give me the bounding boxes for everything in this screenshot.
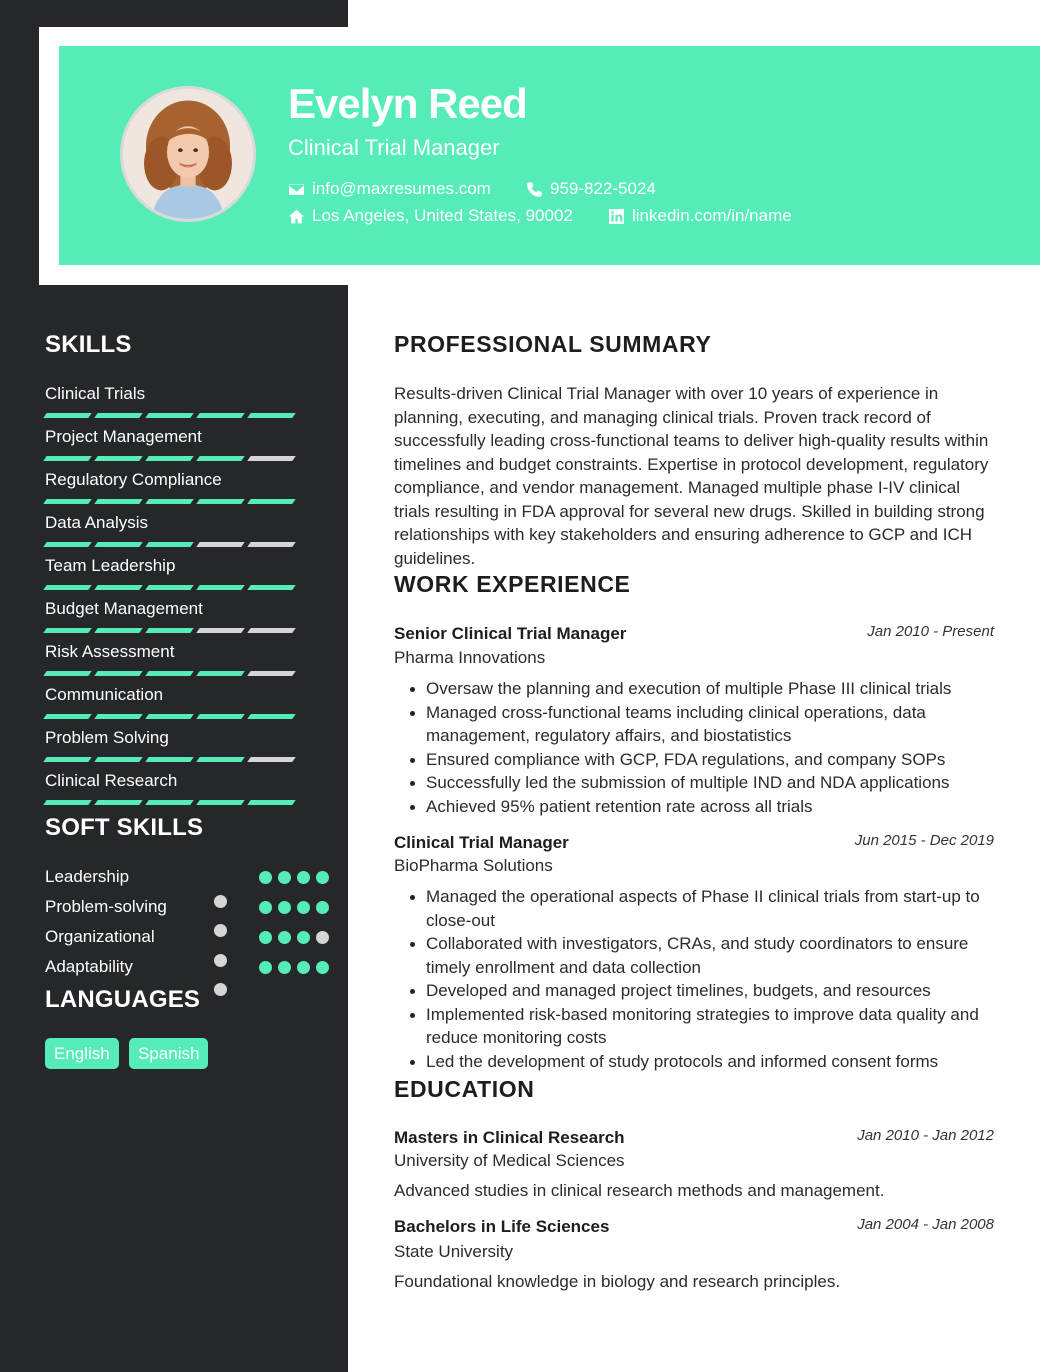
rating-dot [297, 901, 310, 914]
job-dates: Jun 2015 - Dec 2019 [854, 832, 994, 849]
job-company: BioPharma Solutions [394, 856, 553, 875]
rating-dot [316, 931, 329, 944]
skill-item [45, 598, 305, 633]
languages-heading: LANGUAGES [45, 986, 201, 1013]
skill-item [45, 512, 305, 547]
rating-dot [297, 871, 310, 884]
soft-skill-name: Organizational [45, 927, 155, 946]
skill-level-segment [43, 542, 92, 547]
skill-level-segment [247, 413, 296, 418]
skill-level-segment [145, 499, 194, 504]
skill-name: Problem Solving [45, 728, 169, 747]
skill-level-segment [196, 800, 245, 805]
job-bullet: Led the development of study protocols and informed consent forms [408, 1050, 998, 1074]
soft-skill-item [45, 866, 305, 888]
rating-dot [259, 871, 272, 884]
rating-dot [214, 954, 227, 967]
skill-item [45, 555, 305, 590]
skill-level-bar [45, 671, 305, 676]
skill-level-segment [196, 628, 245, 633]
skill-level-segment [94, 456, 143, 461]
soft-skill-rating [259, 871, 329, 884]
skill-item [45, 383, 305, 418]
contact-linkedin-text: linkedin.com/in/name [632, 206, 792, 225]
soft-skill-rating [259, 901, 329, 914]
skills-heading: SKILLS [45, 331, 132, 358]
skill-level-segment [196, 757, 245, 762]
skill-level-segment [94, 542, 143, 547]
skill-level-segment [196, 671, 245, 676]
soft-skills-heading: SOFT SKILLS [45, 814, 204, 841]
rating-dot [259, 961, 272, 974]
skill-level-bar [45, 499, 305, 504]
soft-skill-name: Adaptability [45, 957, 133, 976]
contact-location [288, 206, 573, 226]
skill-level-segment [94, 585, 143, 590]
rating-dot [316, 871, 329, 884]
skill-level-segment [145, 542, 194, 547]
skill-level-segment [145, 628, 194, 633]
education-dates: Jan 2004 - Jan 2008 [857, 1216, 994, 1233]
skill-level-segment [247, 456, 296, 461]
skill-level-segment [43, 456, 92, 461]
job-bullet: Implemented risk-based monitoring strategies to improve data quality and reduce monitoring costs [408, 1003, 998, 1050]
skill-level-bar [45, 757, 305, 762]
skill-level-bar [45, 800, 305, 805]
skill-level-segment [94, 800, 143, 805]
skill-level-segment [196, 585, 245, 590]
soft-skill-rating [259, 931, 329, 944]
skill-level-segment [196, 542, 245, 547]
skill-level-segment [145, 714, 194, 719]
soft-skill-item [45, 896, 305, 918]
skill-name: Project Management [45, 427, 202, 446]
avatar-portrait [123, 89, 253, 219]
skill-name: Team Leadership [45, 556, 176, 575]
rating-dot [278, 961, 291, 974]
rating-dot [278, 931, 291, 944]
skill-item [45, 426, 305, 461]
school-name: University of Medical Sciences [394, 1151, 625, 1170]
skill-level-segment [145, 800, 194, 805]
skill-item [45, 469, 305, 504]
skill-level-segment [145, 757, 194, 762]
skill-level-segment [247, 800, 296, 805]
skill-level-segment [196, 456, 245, 461]
skill-level-segment [247, 585, 296, 590]
skill-level-segment [43, 628, 92, 633]
rating-dot [278, 871, 291, 884]
avatar [120, 86, 256, 222]
job-bullet: Achieved 95% patient retention rate across all trials [408, 795, 998, 819]
skill-name: Communication [45, 685, 164, 704]
skill-name: Clinical Research [45, 771, 178, 790]
contact-email[interactable] [288, 179, 491, 199]
contact-phone-text: 959-822-5024 [550, 179, 656, 198]
skill-level-segment [94, 714, 143, 719]
skill-level-segment [247, 542, 296, 547]
rating-dot [316, 901, 329, 914]
skill-level-segment [43, 757, 92, 762]
skill-level-segment [145, 413, 194, 418]
rating-dot [316, 961, 329, 974]
skill-level-bar [45, 456, 305, 461]
skill-level-segment [43, 413, 92, 418]
skill-level-segment [94, 499, 143, 504]
rating-dot [297, 961, 310, 974]
rating-dot [297, 931, 310, 944]
summary-heading: PROFESSIONAL SUMMARY [394, 331, 712, 357]
job-company: Pharma Innovations [394, 648, 546, 667]
rating-dot [214, 924, 227, 937]
skill-item [45, 684, 305, 719]
job-bullet: Collaborated with investigators, CRAs, and study coordinators to ensure timely enrollment and data collection [408, 932, 998, 979]
skill-level-segment [94, 671, 143, 676]
skill-level-segment [94, 413, 143, 418]
job-bullet: Oversaw the planning and execution of multiple Phase III clinical trials [408, 677, 998, 701]
soft-skill-rating [259, 961, 329, 974]
skill-level-segment [145, 585, 194, 590]
phone-icon [526, 181, 543, 198]
degree-title: Bachelors in Life Sciences [394, 1217, 610, 1236]
job-bullet: Ensured compliance with GCP, FDA regulations, and company SOPs [408, 748, 998, 772]
skill-level-bar [45, 714, 305, 719]
contact-linkedin[interactable] [608, 206, 792, 226]
summary-text: Results-driven Clinical Trial Manager with over 10 years of experience in planning, executing, and managing clinical trials. Proven track record of successfully leading cross-functional teams to deliver high-quality results within timelines and budget constraints. Expertise in protocol development, regulatory compliance, and vendor management. Managed multiple phase I-IV clinical trials resulting in FDA approval for several new drugs. Skilled in building strong relationships with key stakeholders and ensuring adherence to GCP and ICH guidelines. [394, 384, 989, 568]
skill-level-bar [45, 628, 305, 633]
job-bullet: Managed cross-functional teams including clinical operations, data management, regulatory affairs, and biostatistics [408, 701, 998, 748]
rating-dot [259, 931, 272, 944]
job-bullet: Managed the operational aspects of Phase II clinical trials from start-up to close-out [408, 885, 998, 932]
education-heading: EDUCATION [394, 1076, 535, 1102]
skill-level-bar [45, 585, 305, 590]
rating-dot [259, 901, 272, 914]
education-description: Foundational knowledge in biology and research principles. [394, 1272, 841, 1291]
rating-dot [278, 901, 291, 914]
education-description: Advanced studies in clinical research methods and management. [394, 1181, 885, 1200]
soft-skill-item [45, 926, 305, 948]
job-bullets [408, 885, 998, 1073]
soft-skill-name: Problem-solving [45, 897, 167, 916]
job-title: Clinical Trial Manager [394, 833, 569, 852]
skill-level-segment [196, 413, 245, 418]
contact-location-text: Los Angeles, United States, 90002 [312, 206, 573, 225]
skill-level-segment [43, 671, 92, 676]
contact-email-text: info@maxresumes.com [312, 179, 491, 198]
language-tag-spanish: Spanish [129, 1038, 208, 1069]
skill-name: Budget Management [45, 599, 203, 618]
rating-dot [214, 895, 227, 908]
skill-level-segment [247, 671, 296, 676]
skill-item [45, 641, 305, 676]
candidate-title: Clinical Trial Manager [288, 135, 500, 160]
skill-level-segment [196, 714, 245, 719]
candidate-name: Evelyn Reed [288, 80, 527, 127]
skill-level-segment [247, 757, 296, 762]
skill-level-segment [247, 628, 296, 633]
rating-dot [214, 983, 227, 996]
skill-level-segment [43, 585, 92, 590]
skill-level-segment [94, 757, 143, 762]
skill-level-segment [43, 499, 92, 504]
skill-item [45, 727, 305, 762]
skill-level-segment [43, 800, 92, 805]
skill-level-segment [196, 499, 245, 504]
skill-level-segment [247, 499, 296, 504]
education-dates: Jan 2010 - Jan 2012 [857, 1127, 994, 1144]
envelope-icon [288, 181, 305, 198]
skill-level-segment [145, 456, 194, 461]
job-title: Senior Clinical Trial Manager [394, 624, 627, 643]
contact-phone[interactable] [526, 179, 656, 199]
skill-level-segment [43, 714, 92, 719]
skill-level-bar [45, 542, 305, 547]
job-bullets [408, 677, 998, 818]
language-tag-english: English [45, 1038, 119, 1069]
experience-heading: WORK EXPERIENCE [394, 571, 631, 597]
skill-item [45, 770, 305, 805]
linkedin-icon [608, 208, 625, 225]
soft-skill-item [45, 956, 305, 978]
job-dates: Jan 2010 - Present [867, 623, 994, 640]
skill-name: Regulatory Compliance [45, 470, 222, 489]
skill-name: Risk Assessment [45, 642, 175, 661]
job-bullet: Developed and managed project timelines, budgets, and resources [408, 979, 998, 1003]
soft-skill-name: Leadership [45, 867, 130, 886]
job-bullet: Successfully led the submission of multiple IND and NDA applications [408, 771, 998, 795]
school-name: State University [394, 1242, 514, 1261]
degree-title: Masters in Clinical Research [394, 1128, 625, 1147]
skill-level-bar [45, 413, 305, 418]
home-icon [288, 208, 305, 225]
skill-level-segment [145, 671, 194, 676]
skill-name: Clinical Trials [45, 384, 146, 403]
skill-level-segment [247, 714, 296, 719]
skill-level-segment [94, 628, 143, 633]
skill-name: Data Analysis [45, 513, 148, 532]
